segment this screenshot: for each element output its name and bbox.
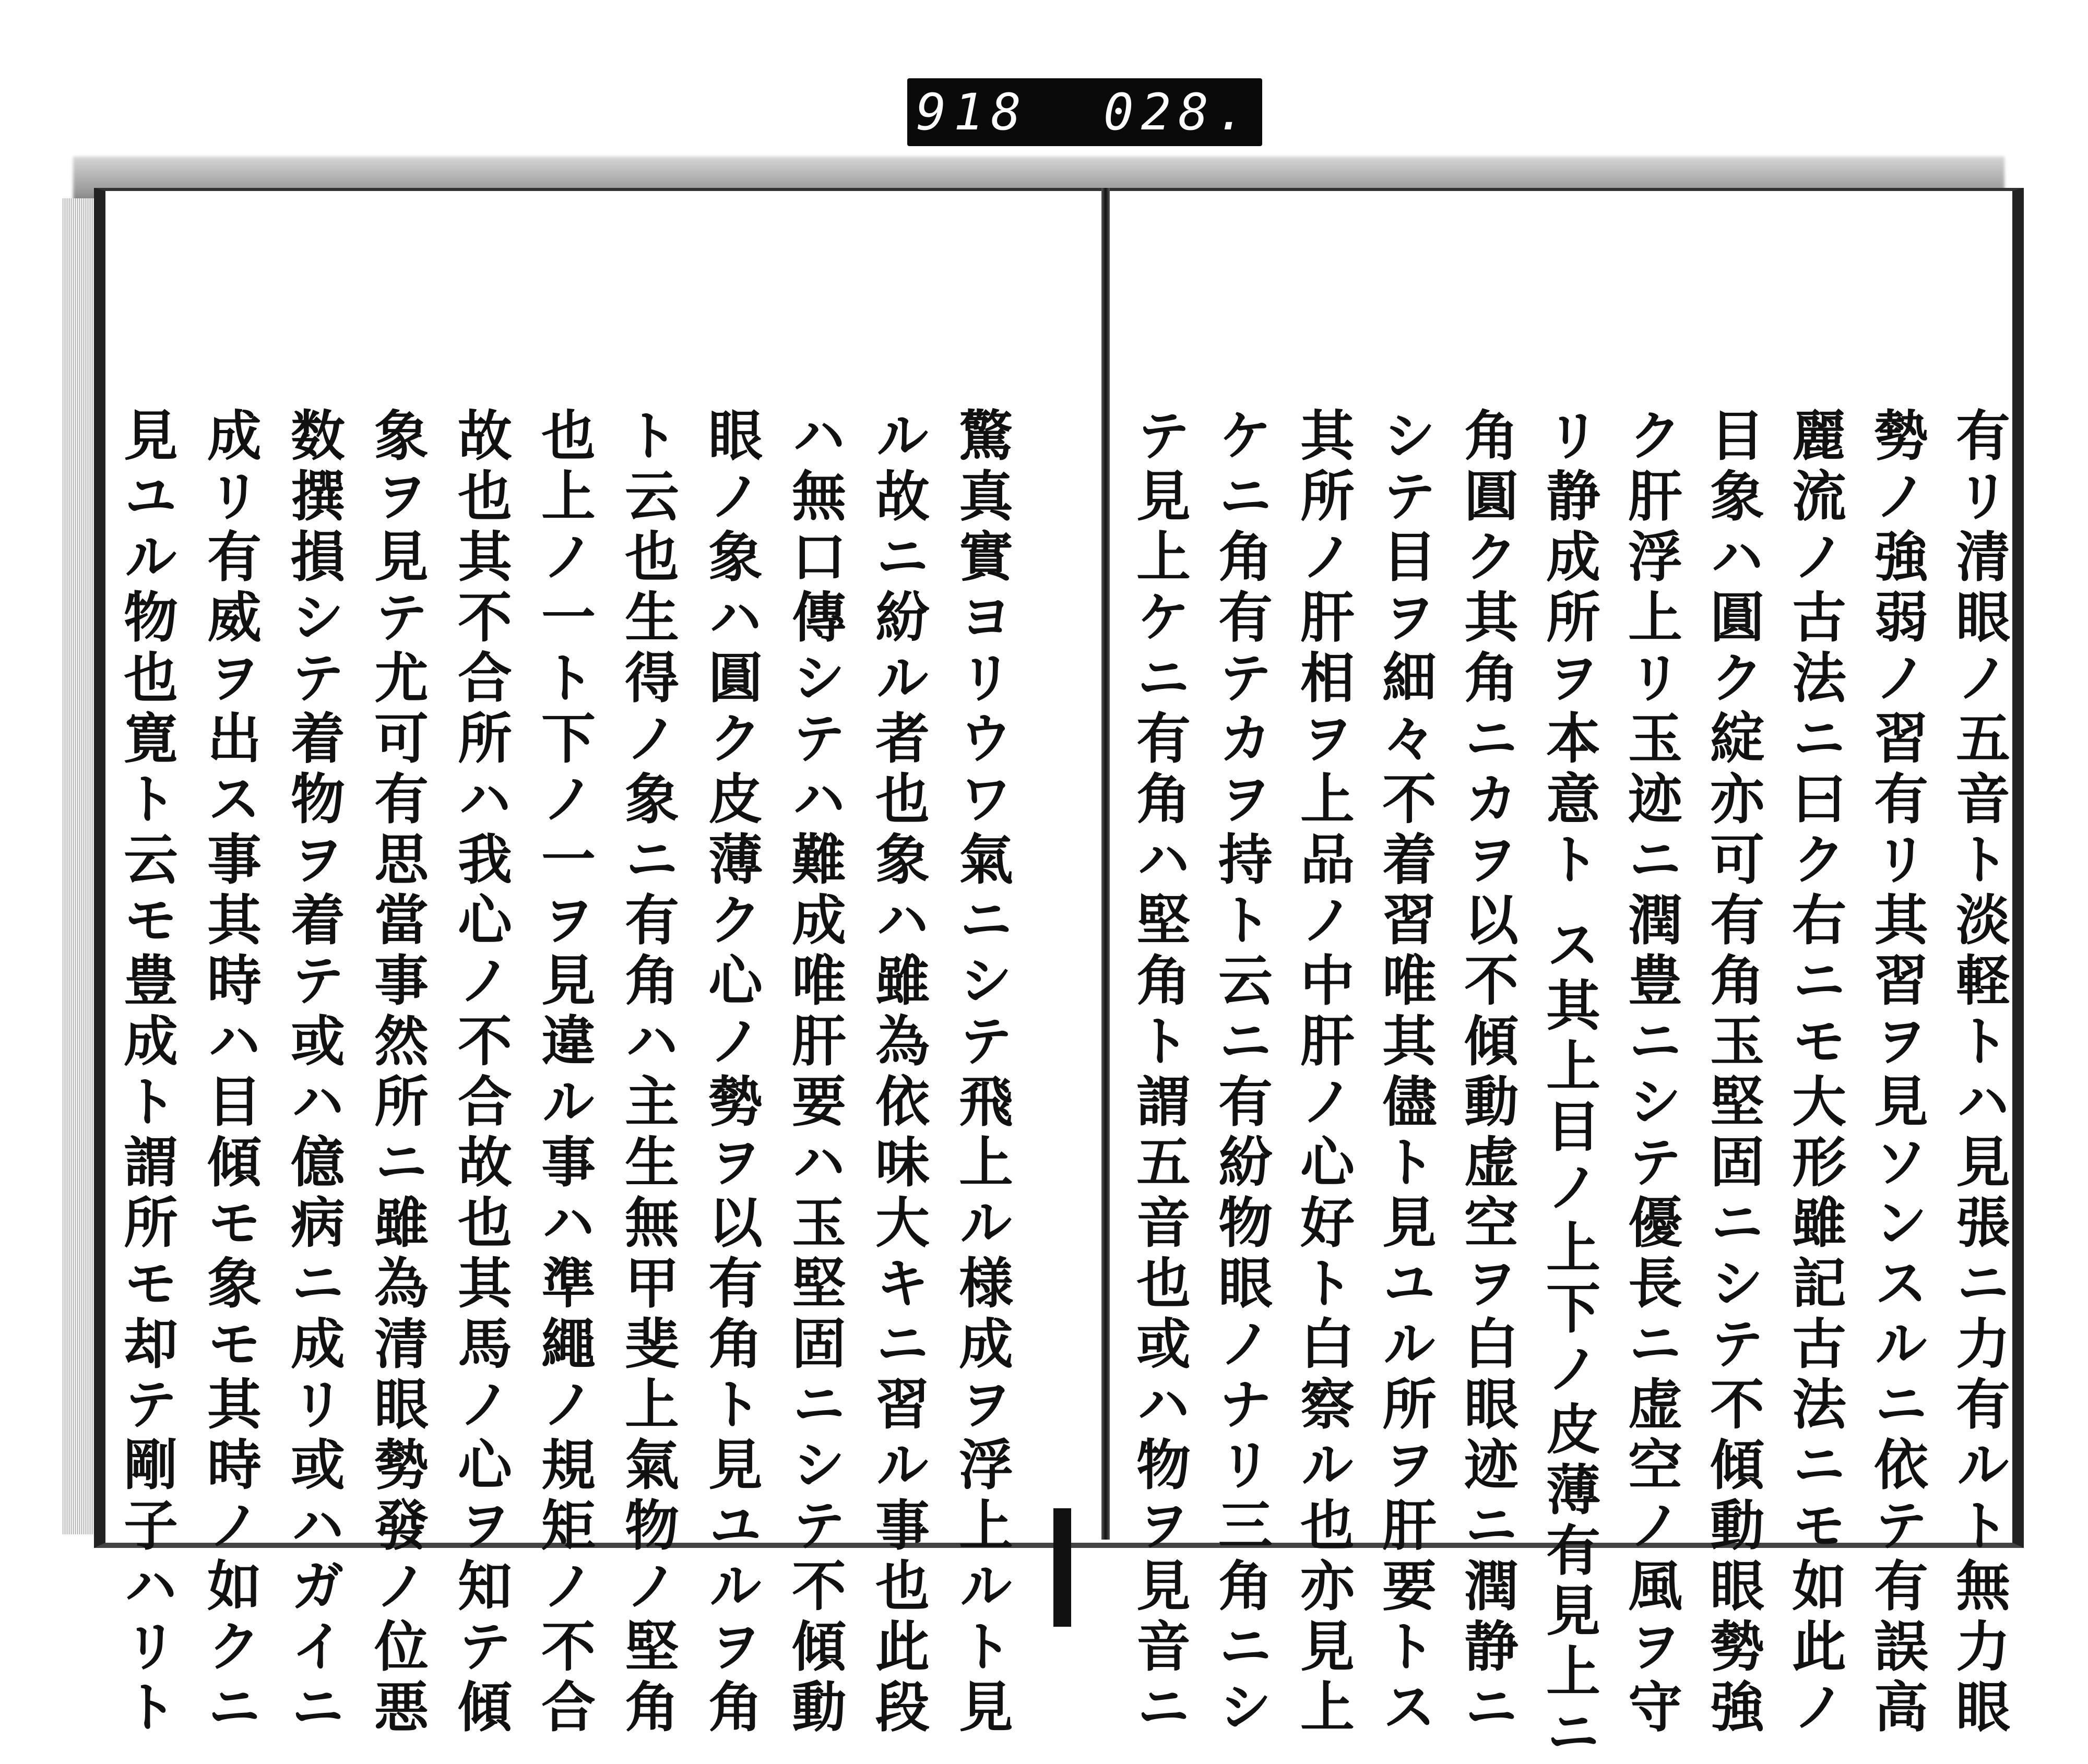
left-page-column: 故也其不合所ハ我心ノ不合故也其馬ノ心ヲ知テ傾 [448,407,513,1739]
left-page-column: ト云也生得ノ象ニ有角ハ主生無甲斐上氣物ノ堅角 [615,407,680,1739]
spine-shadow [1053,1508,1071,1627]
right-page-column: 勢ノ強弱ノ習有リ其習ヲ見ソンスルニ依テ有誤高 [1865,407,1929,1739]
right-page-column: テ見上ケニ有角ハ堅角ト謂五音也或ハ物ヲ見音ニ [1127,407,1191,1739]
book-spine [1101,188,1110,1540]
left-page-column: 見ユル物也寛ト云モ豊成ト謂所モ却テ剛子ハリト [114,407,179,1739]
right-page-column: リ静成所ヲ本意ト ス其上目ノ上下ノ皮薄有見上ニ [1537,407,1601,1764]
archive-number-label [907,78,1262,146]
left-page-column: 驚真實ヨリウワ氣ニシテ飛上ル様成ヲ浮上ルト見 [950,407,1014,1739]
left-page-column: 象ヲ見テ尤可有思當事然所ニ雖為清眼勢發ノ位悪 [365,407,429,1739]
right-page-column: 有リ清眼ノ五音ト淡軽トハ見張ニ力有ルト無力眼 [1947,407,2011,1739]
right-page-column: ク肝浮上リ玉迹ニ潤豊ニシテ優長ニ虚空ノ風ヲ守 [1619,407,1683,1739]
right-page-column: シテ目ヲ細々不着習唯其儘ト見ユル所ヲ肝要トス [1373,407,1437,1739]
right-page-column: 目象ハ圓ク綻亦可有角玉堅固ニシテ不傾動眼勢強 [1701,407,1765,1739]
left-page-column: ル故ニ紛ル者也象ハ雖為依味大キニ習ル事也此段 [866,407,930,1739]
left-page-column: 数撰損シテ着物ヲ着テ或ハ億病ニ成リ或ハガイニ [281,407,346,1739]
right-page-column: ケニ角有テカヲ持ト云ニ有紛物眼ノナリ三角ニシ [1209,407,1273,1739]
archive-number-text: 918 028. [916,83,1254,141]
left-page-column: 眼ノ象ハ圓ク皮薄ク心ノ勢ヲ以有角ト見ユルヲ角 [699,407,763,1739]
left-page-column: 成リ有威ヲ出ス事其時ハ目傾モ象モ其時ノ如クニ [198,407,262,1739]
left-page-column: ハ無口傳シテハ難成唯肝要ハ玉堅固ニシテ不傾動 [782,407,847,1739]
right-page-column: 角圓ク其角ニカヲ以不傾動虚空ヲ白眼迹ニ潤静ニ [1455,407,1519,1739]
right-page-column: 其所ノ肝相ヲ上品ノ中肝ノ心好ト白察ル也亦見上 [1291,407,1355,1739]
left-page-column: 也上ノ一ト下ノ一ヲ見違ル事ハ準繩ノ規矩ノ不合 [532,407,596,1739]
right-page-column: 麗流ノ古法ニ曰ク右ニモ大形雖記古法ニモ如此ノ [1783,407,1847,1739]
